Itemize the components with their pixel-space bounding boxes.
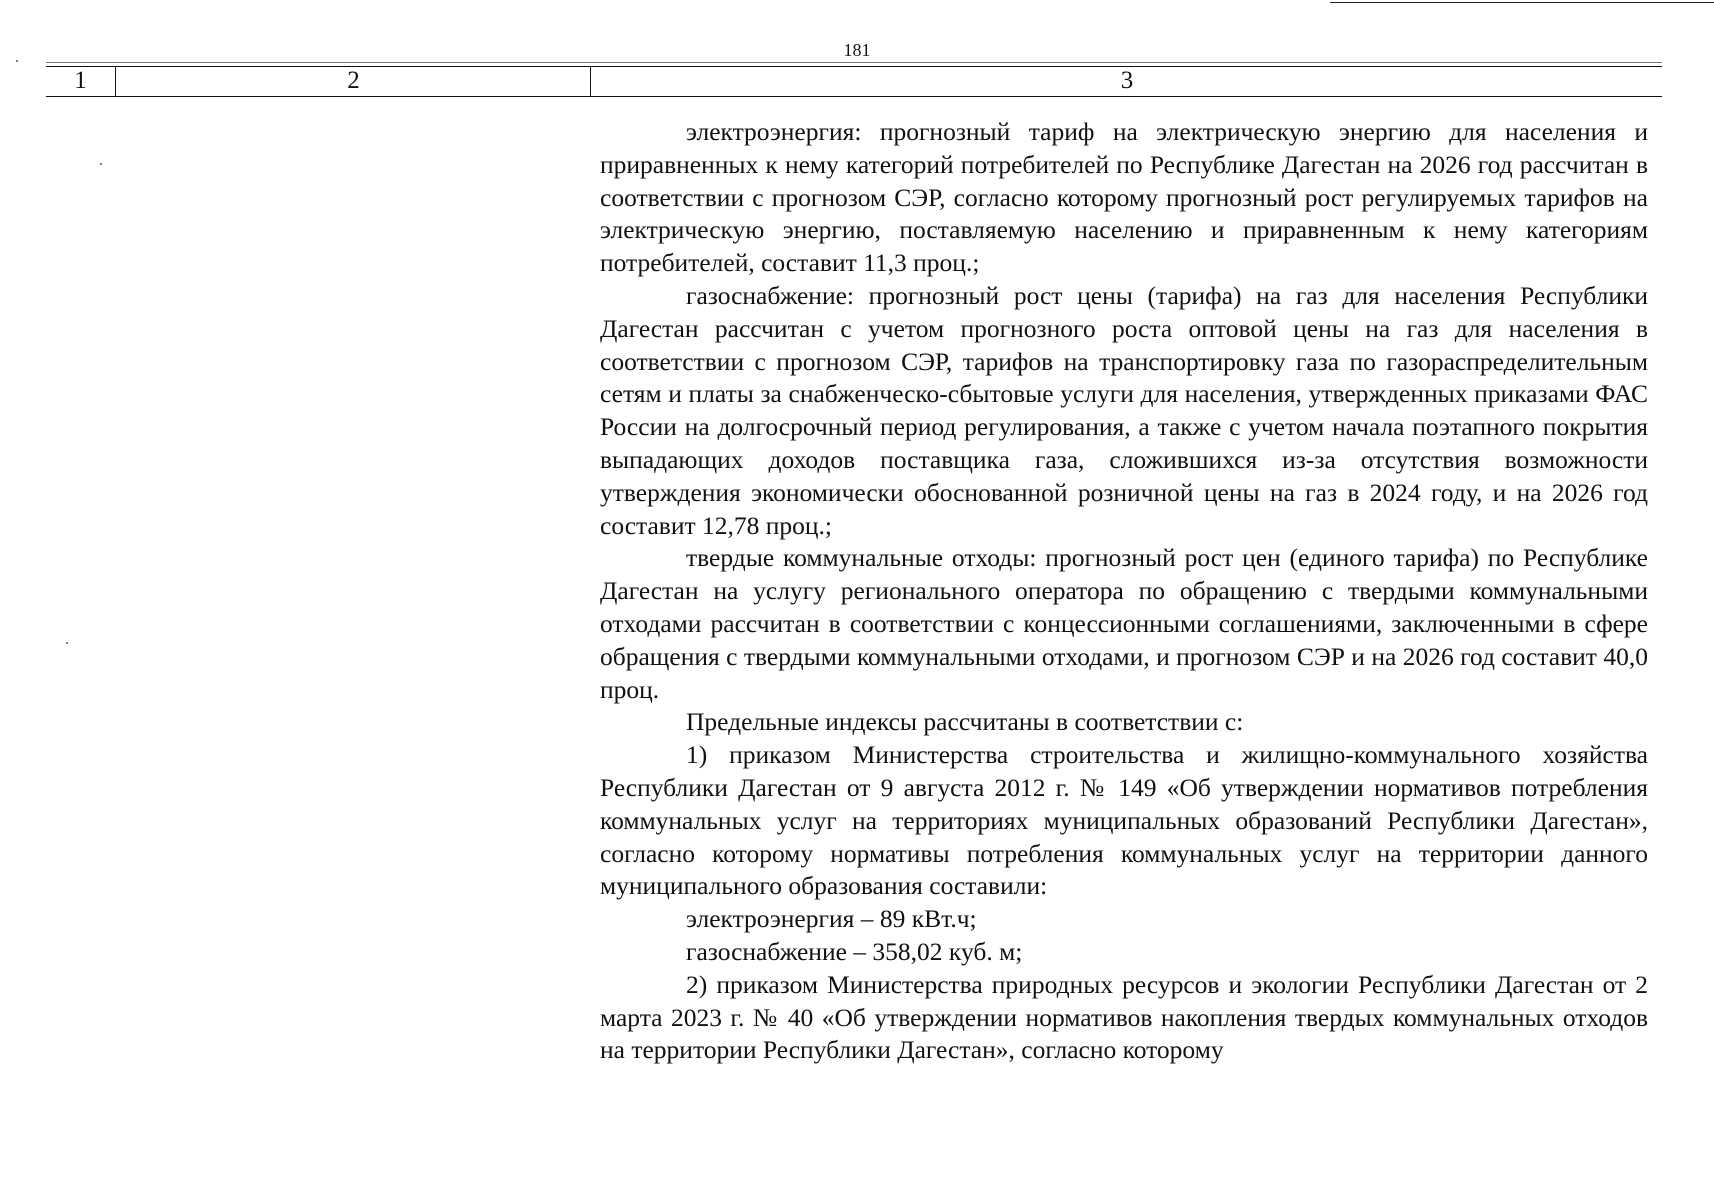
page-number: 181	[843, 40, 871, 60]
scan-speck	[66, 642, 68, 644]
paragraph-solid-waste: твердые коммунальные отходы: прогнозный рост цен (единого тарифа) по Республике Дагестан на услугу регионального оператора по обращению с твердыми коммунальными отходами рассчитан в соответствии с концессионными соглашениями, заключенными в сфере обращения с твердыми коммунальными отходами, и прогнозом СЭР и на 2026 год составит 40,0 проц.	[600, 543, 1648, 704]
scan-line-top-left	[46, 62, 1662, 63]
column-3-text	[600, 116, 1648, 1067]
scan-line-top-right	[1330, 2, 1714, 3]
column-number-2: 2	[115, 67, 591, 96]
paragraph-order-2: 2) приказом Министерства природных ресурсов и экологии Республики Дагестан от 2 марта 2023 г. № 40 «Об утверждении нормативов накопления твердых коммунальных отходов на территории Республики Дагестан», согласно которому	[600, 969, 1648, 1065]
paragraph-indices-intro: Предельные индексы рассчитаны в соответствии с:	[686, 707, 1244, 737]
column-number-1: 1	[74, 67, 87, 94]
table-header-row	[46, 66, 1662, 97]
scan-speck	[16, 60, 18, 62]
paragraph-order-1: 1) приказом Министерства строительства и жилищно-коммунального хозяйства Республики Дагестан от 9 августа 2012 г. № 149 «Об утверждении нормативов потребления коммунальных услуг на территориях муниципальных образований Республики Дагестан», согласно которому нормативы потребления коммунальных услуг на территории данного муниципального образования составили:	[600, 740, 1648, 901]
paragraph-electricity-norm: электроэнергия – 89 кВт.ч;	[686, 904, 977, 934]
paragraph-gas: газоснабжение: прогнозный рост цены (тарифа) на газ для населения Республики Дагестан рассчитан с учетом прогнозного роста оптовой цены на газ для населения в соответствии с прогнозом СЭР, тарифов на транспортировку газа по газораспределительным сетям и платы за снабженческо-сбытовые услуги для населения, утвержденных приказами ФАС России на долгосрочный период регулирования, а также с учетом начала поэтапного покрытия выпадающих доходов поставщика газа, сложившихся из-за отсутствия возможности утверждения экономически обоснованной розничной цены на газ в 2024 году, и на 2026 год составит 12,78 проц.;	[600, 280, 1648, 540]
paragraph-electricity: электроэнергия: прогнозный тариф на электрическую энергию для населения и приравненных к нему категорий потребителей по Республике Дагестан на 2026 год рассчитан в соответствии с прогнозом СЭР, согласно которому прогнозный рост регулируемых тарифов на электрическую энергию, поставляемую населению и приравненным к нему категориям потребителей, составит 11,3 проц.;	[600, 117, 1648, 278]
paragraph-gas-norm: газоснабжение – 358,02 куб. м;	[686, 936, 1023, 966]
column-number-3: 3	[590, 67, 1663, 96]
scan-speck	[100, 163, 102, 165]
